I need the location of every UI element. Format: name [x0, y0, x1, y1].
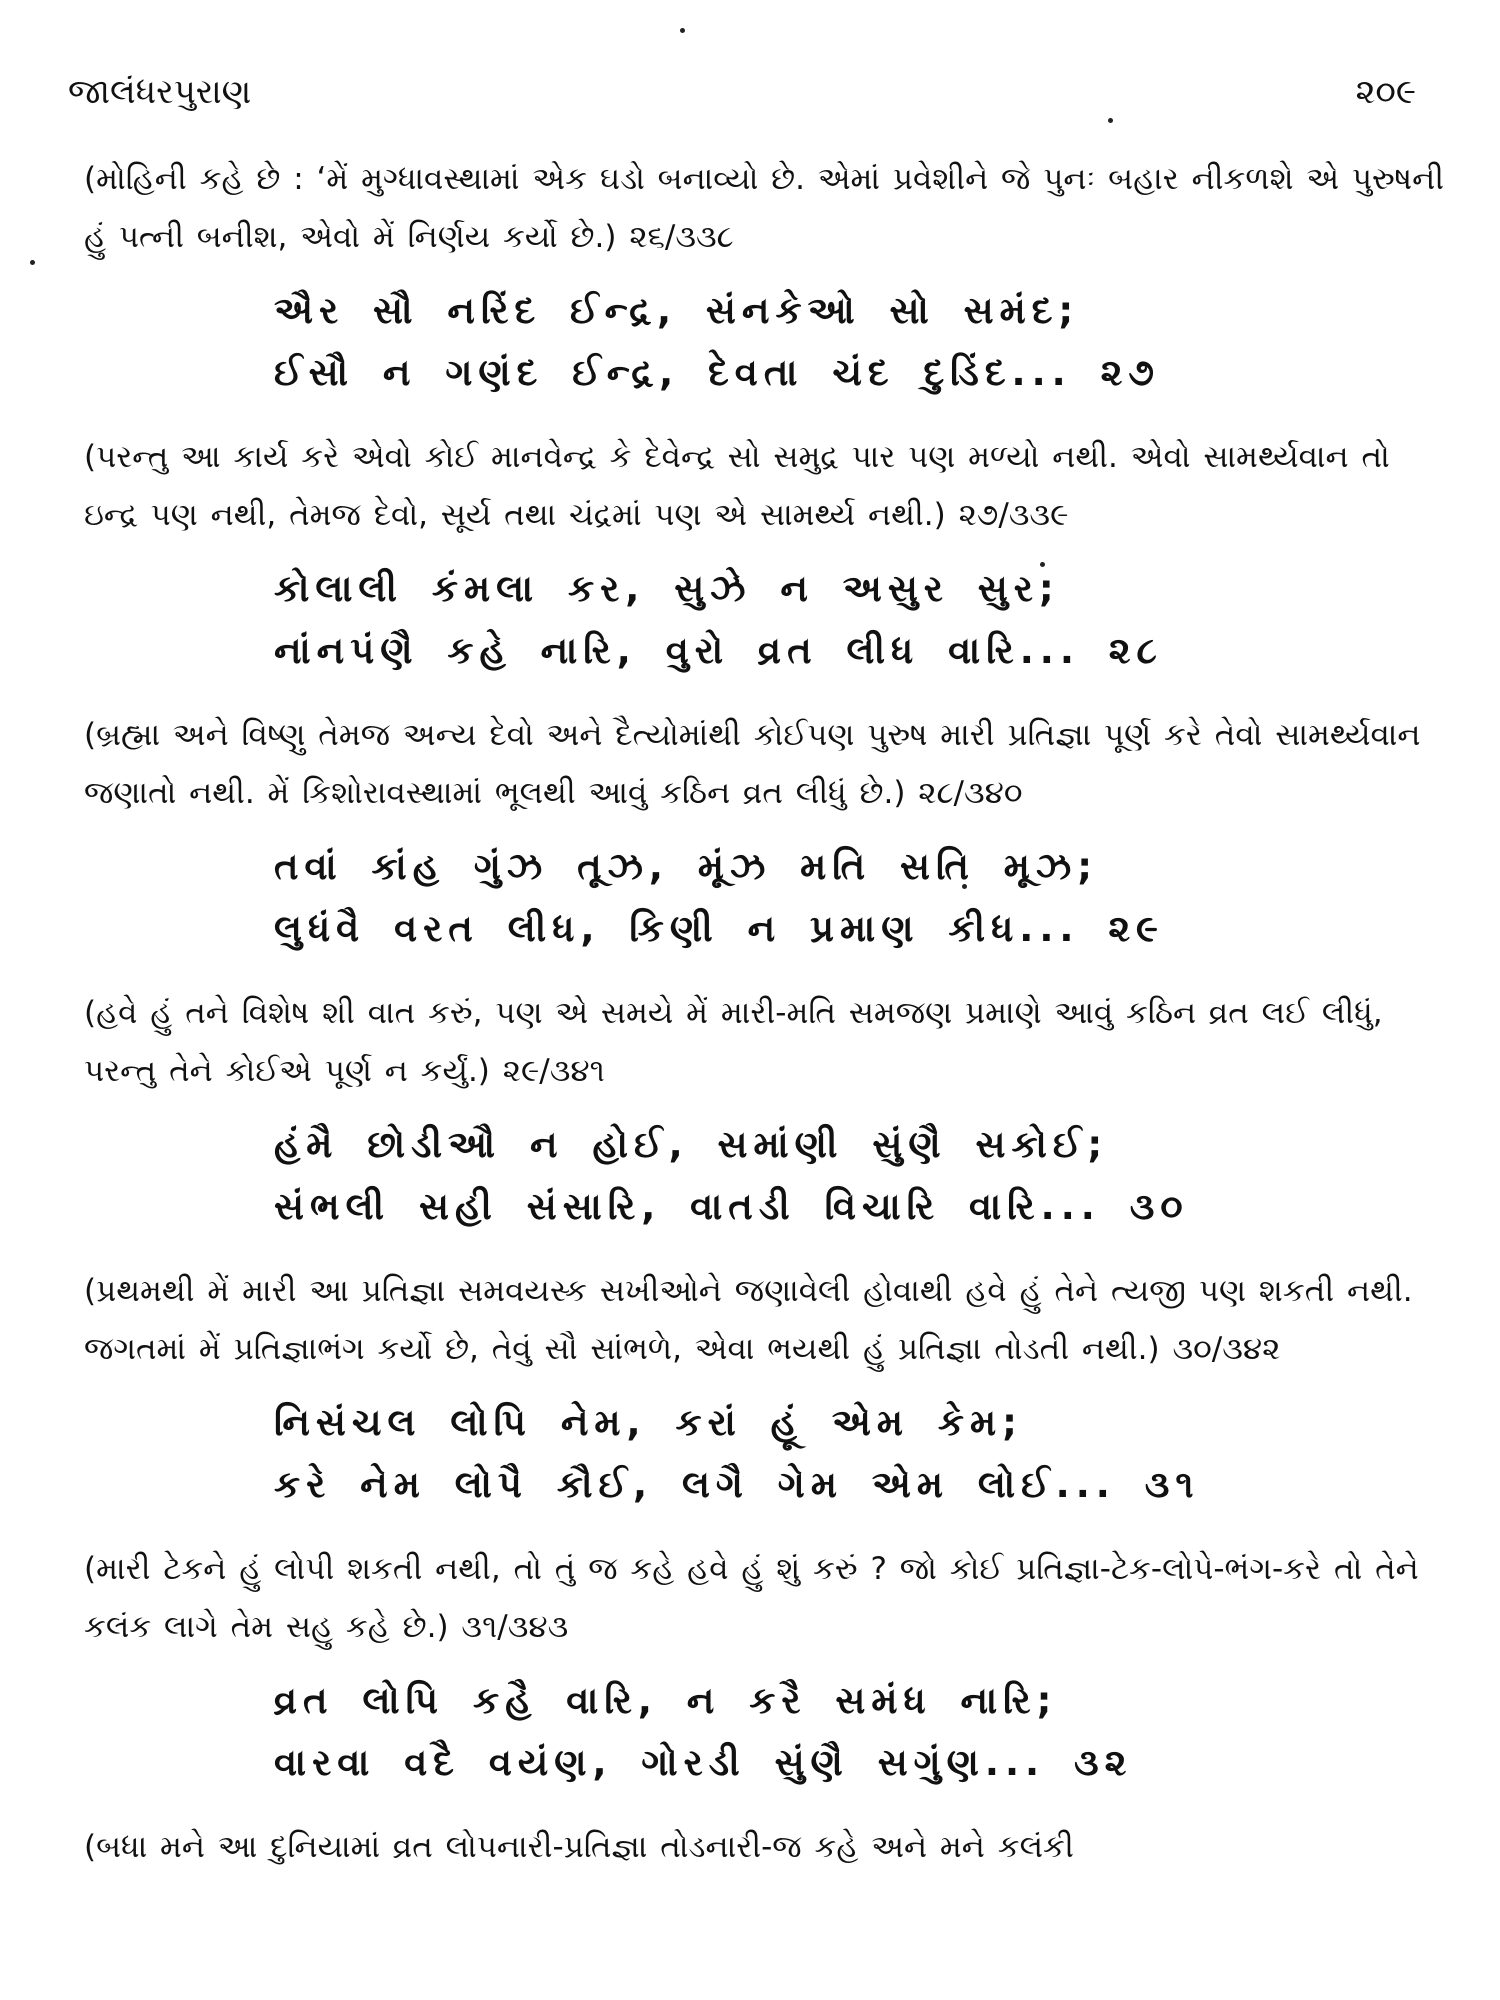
verse-line: કોલાલી કંમલા કર, સુઝે ન અસુર સુર; [274, 567, 1060, 610]
verse-line: હંમૈ છોડીઔ ન હોઈ, સમાંણી સુંણૈ સકોઈ; [274, 1123, 1109, 1166]
gloss-paragraph: (બધા મને આ દુનિયામાં વ્રત લોપનારી-પ્રતિજ્ઞા તોડનારી-જ કહે અને મને કલંકી [84, 1829, 1074, 1865]
gloss-paragraph: (પરન્તુ આ કાર્ય કરે એવો કોઈ માનવેન્દ્ર કે દેવેન્દ્ર સો સમુદ્ર પાર પણ મળ્યો નથી. એવો સામર્થ્યવાન તો ઇન્દ્ર પણ નથી, તેમજ દેવો, સૂર્ય તથા ચંદ્રમાં પણ એ સામર્થ્ય નથી.) ૨૭/૩૩૯ [84, 439, 1390, 533]
verse-line: નાંનપંણૈ કહે નારિ, વુરો વ્રત લીધ વારિ... ૨૮ [274, 629, 1163, 672]
verse-couplet [84, 558, 1454, 682]
verse-line: વારવા વદૈ વયંણ, ગોરડી સુંણૈ સગુંણ... ૩૨ [274, 1741, 1133, 1784]
verse-line: સંભલી સહી સંસારિ, વાતડી વિચારિ વારિ... ૩૦ [274, 1185, 1189, 1228]
print-speck [1108, 118, 1113, 123]
verse-line: તવાં કાંહ ગુંઝ તૂઝ, મૂંઝ મતિ સતિ મૂઝ; [274, 845, 1099, 888]
verse-couplet [84, 836, 1454, 960]
verse-line: વ્રત લોપિ કહૈ વારિ, ન કરૈ સમંધ નારિ; [274, 1679, 1058, 1722]
print-speck [30, 260, 35, 265]
verse-line: નિસંચલ લોપિ નેમ, કરાં હૂં એમ કેમ; [274, 1401, 1023, 1444]
page-content [84, 150, 1454, 1876]
verse-couplet [84, 280, 1454, 404]
verse-couplet [84, 1114, 1454, 1238]
verse-line: કરે નેમ લોપૈ કૌઈ, લગૈ ગેમ એમ લોઈ... ૩૧ [274, 1463, 1200, 1506]
page-number: ૨૦૯ [1355, 72, 1416, 112]
verse-line: ઈસૌ ન ગણંદ ઈન્દ્ર, દેવતા ચંદ દુડિંદ... ૨૭ [274, 351, 1161, 394]
verse-line: લુધંવૈ વરત લીધ, કિણી ન પ્રમાણ કીધ... ૨૯ [274, 907, 1164, 950]
gloss-paragraph: (બ્રહ્મા અને વિષ્ણુ તેમજ અન્ય દેવો અને દૈત્યોમાંથી કોઈપણ પુરુષ મારી પ્રતિજ્ઞા પૂર્ણ કરે તેવો સામર્થ્યવાન જણાતો નથી. મેં કિશોરાવસ્થામાં ભૂલથી આવું કઠિન વ્રત લીધું છે.) ૨૮/૩૪૦ [84, 717, 1421, 811]
gloss-paragraph: (હવે હું તને વિશેષ શી વાત કરું, પણ એ સમયે મેં મારી-મતિ સમજણ પ્રમાણે આવું કઠિન વ્રત લઈ લીધું, પરન્તુ તેને કોઈએ પૂર્ણ ન કર્યું.) ૨૯/૩૪૧ [84, 995, 1383, 1089]
verse-couplet [84, 1670, 1454, 1794]
book-title: જાલંધરપુરાણ [68, 72, 252, 112]
gloss-paragraph: (મારી ટેકને હું લોપી શકતી નથી, તો તું જ કહે હવે હું શું કરું ? જો કોઈ પ્રતિજ્ઞા-ટેક-લોપે-ભંગ-કરે તો તેને કલંક લાગે તેમ સહુ કહે છે.) ૩૧/૩૪૩ [84, 1551, 1419, 1645]
verse-couplet [84, 1392, 1454, 1516]
verse-line: ઐર સૌ નરિંદ ઈન્દ્ર, સંનકેઓ સો સમંદ; [274, 289, 1080, 332]
running-header [68, 62, 1416, 122]
print-speck [680, 28, 685, 33]
gloss-paragraph: (પ્રથમથી મેં મારી આ પ્રતિજ્ઞા સમવયસ્ક સખીઓને જણાવેલી હોવાથી હવે હું તેને ત્યજી પણ શકતી નથી. જગતમાં મેં પ્રતિજ્ઞાભંગ કર્યો છે, તેવું સૌ સાંભળે, એવા ભયથી હું પ્રતિજ્ઞા તોડતી નથી.) ૩૦/૩૪૨ [84, 1273, 1413, 1367]
gloss-paragraph: (મોહિની કહે છે : ‘મેં મુગ્ધાવસ્થામાં એક ઘડો બનાવ્યો છે. એમાં પ્રવેશીને જે પુનઃ બહાર નીકળશે એ પુરુષની હું પત્ની બનીશ, એવો મેં નિર્ણય કર્યો છે.) ૨૬/૩૩૮ [84, 161, 1445, 255]
